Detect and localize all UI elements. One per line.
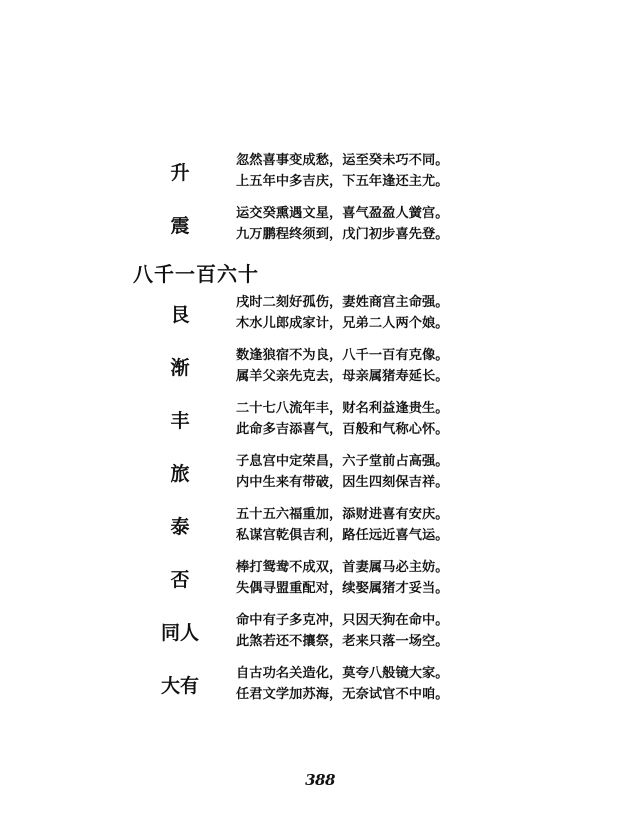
- hexagram-name: 大有: [160, 675, 199, 697]
- verse-line: 私谋宫乾俱吉利，路任远近喜气运。: [236, 528, 449, 543]
- verse-line: 木水儿郎成家计，兄弟二人两个娘。: [236, 316, 449, 331]
- verse-line: 命中有子多克冲，只因天狗在命中。: [236, 613, 449, 628]
- hexagram-name: 渐: [170, 357, 190, 379]
- hexagram-name: 否: [170, 569, 190, 591]
- hexagram-name: 升: [170, 162, 190, 184]
- verse-line: 此命多吉添喜气，百般和气称心怀。: [236, 422, 449, 437]
- verse-block: [236, 398, 616, 440]
- verse-line: 忽然喜事变成愁，运至癸未巧不同。: [236, 153, 449, 168]
- hexagram-name: 震: [170, 215, 190, 237]
- hexagram-name: 同人: [160, 622, 199, 644]
- verse-line: 运交癸熏遇文星，喜气盈盈人黉宫。: [236, 206, 449, 221]
- verse-line: 二十七八流年丰，财名利益逢贵生。: [236, 401, 449, 416]
- verse-line: 戌时二刻好孤伤，妻姓商宫主命强。: [236, 295, 449, 310]
- verse-line: 自古功名关造化，莫夸八般镜大家。: [236, 666, 449, 681]
- section-title: 八千一百六十: [133, 262, 259, 286]
- verse-line: 九万鹏程终须到，戊门初步喜先登。: [236, 227, 449, 242]
- verse-block: [236, 557, 616, 599]
- hexagram-name: 泰: [170, 516, 190, 538]
- verse-block: [236, 610, 616, 652]
- verse-line: 五十五六福重加，添财进喜有安庆。: [236, 507, 449, 522]
- verse-block: [236, 345, 616, 387]
- hexagram-name: 艮: [170, 304, 190, 326]
- verse-line: 数逢狼宿不为良，八千一百有克像。: [236, 348, 449, 363]
- verse-line: 子息宫中定荣昌，六子堂前占高强。: [236, 454, 449, 469]
- verse-line: 此煞若还不攘祭，老来只落一场空。: [236, 634, 449, 649]
- verse-line: 属羊父亲先克去，母亲属猪寿延长。: [236, 369, 449, 384]
- verse-block: [236, 663, 616, 705]
- verse-block: [236, 451, 616, 493]
- verse-line: 任君文学加苏海，无奈试官不中咱。: [236, 687, 449, 702]
- verse-block: [236, 292, 616, 334]
- verse-block: [236, 504, 616, 546]
- verse-block: [236, 150, 616, 192]
- hexagram-name: 丰: [170, 410, 190, 432]
- page-number: 388: [305, 771, 335, 789]
- verse-line: 内中生来有带破，因生四刻保吉祥。: [236, 475, 449, 490]
- hexagram-name: 旅: [170, 463, 190, 485]
- verse-line: 棒打鸳鸯不成双，首妻属马必主妨。: [236, 560, 449, 575]
- verse-line: 失偶寻盟重配对，续娶属猪才妥当。: [236, 581, 449, 596]
- verse-line: 上五年中多吉庆，下五年逢还主尤。: [236, 174, 449, 189]
- verse-block: [236, 203, 616, 245]
